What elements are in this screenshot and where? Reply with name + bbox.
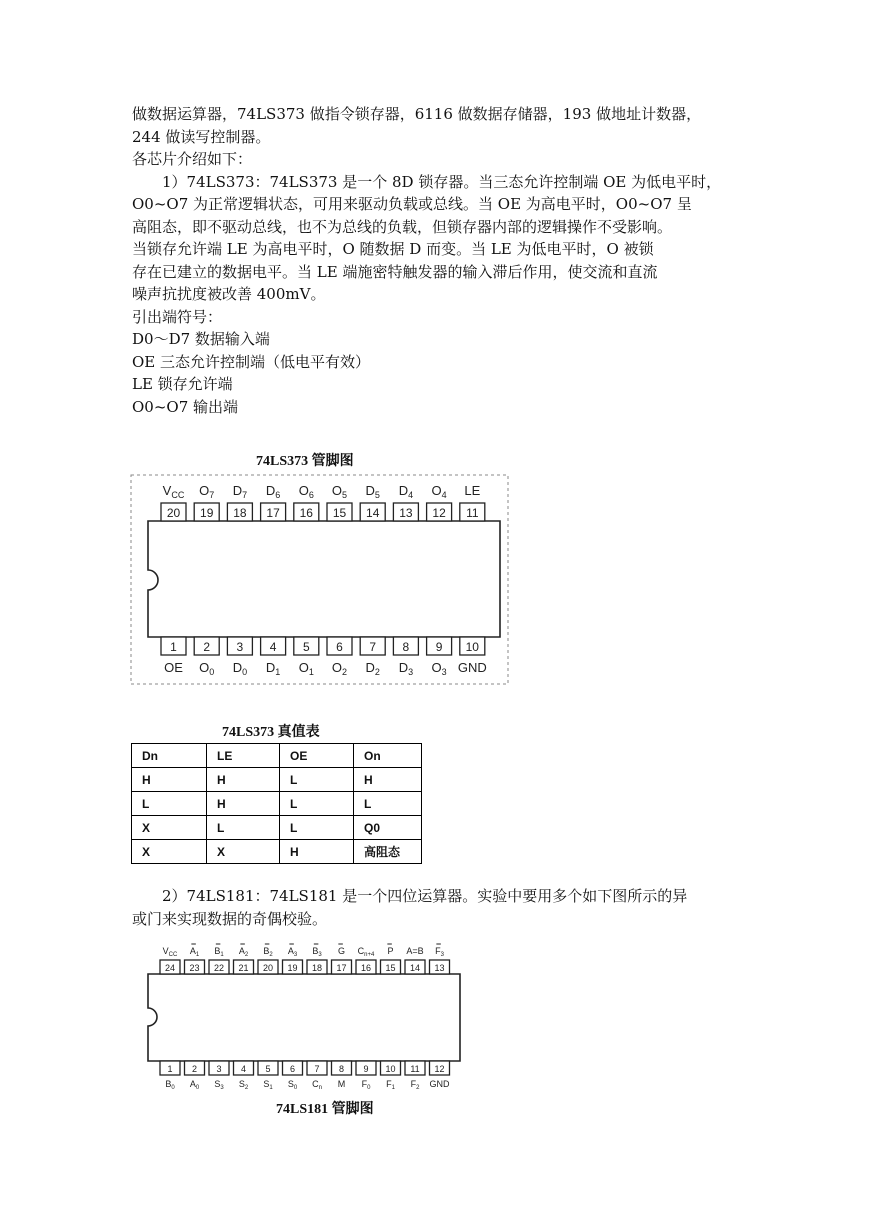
pin-label: LE: [464, 483, 481, 498]
pin-number: 1: [167, 1064, 173, 1074]
pin-number: 7: [314, 1064, 320, 1074]
pin-label: $D_4$: [398, 483, 414, 500]
table-cell: L: [354, 792, 422, 816]
pin-number: 2: [191, 1064, 198, 1074]
pin-label: $O_2$: [331, 660, 348, 677]
text-line: 或门来实现数据的奇偶校验。: [132, 909, 328, 928]
pin-number: 8: [338, 1064, 345, 1074]
pin-label: $B_2$: [263, 946, 273, 958]
pin-label: G: [337, 946, 346, 956]
pin-label: $A_2$: [238, 946, 249, 958]
pin-number: 5: [302, 640, 310, 654]
text-line: O0~O7 为正常逻辑状态，可用来驱动负载或总线。当 OE 为高电平时，O0~O7 呈: [132, 195, 692, 213]
pin-label: $A_0$: [189, 1079, 200, 1090]
pin-number: 18: [233, 506, 247, 520]
text-line: 2）74LS181：74LS181 是一个四位运算器。实验中要用多个如下图所示的异: [162, 887, 688, 905]
pin-number: 20: [262, 963, 274, 973]
pin-number: 22: [213, 963, 225, 973]
pin-number: 11: [410, 1064, 420, 1074]
table-row: [132, 768, 422, 792]
pin-label: $D_3$: [398, 660, 414, 677]
text-line: 做数据运算器，74LS373 做指令锁存器，6116 做数据存储器，193 做地址计数器，: [132, 105, 702, 123]
section2-text: [132, 885, 742, 930]
pin-number: 14: [409, 963, 421, 973]
pin-label: $S_0$: [287, 1079, 298, 1090]
table-cell: Q0: [354, 816, 422, 840]
pin-label: $O_0$: [199, 660, 215, 677]
pin-number: 20: [166, 506, 181, 520]
pin-number: 4: [240, 1064, 247, 1074]
pin-label: $D_7$: [232, 483, 248, 500]
pin-label: GND: [457, 660, 487, 675]
pin-label: $C_n$: [312, 1079, 322, 1090]
table-row: [132, 816, 422, 840]
pin-label: $A_3$: [287, 946, 298, 958]
text-line: 噪声抗扰度被改善 400mV。: [132, 285, 326, 303]
table-cell: L: [280, 816, 354, 840]
pin-number: 16: [360, 963, 372, 973]
pin-label: $S_1$: [263, 1079, 273, 1090]
pin-label: $F_1$: [386, 1079, 395, 1090]
table-cell: H: [207, 768, 280, 792]
text-line: 当锁存允许端 LE 为高电平时，O 随数据 D 而变。当 LE 为低电平时，O 被锁: [132, 240, 654, 258]
pin-number: 19: [200, 506, 214, 520]
text-line: 各芯片介绍如下：: [132, 150, 253, 168]
intro-text: [132, 103, 742, 418]
pin-number: 9: [435, 640, 443, 654]
pin-label: $D_6$: [265, 483, 281, 500]
pin-number: 12: [434, 1064, 445, 1074]
pin-label: $B_3$: [312, 946, 322, 958]
chip181-pinout: [140, 940, 470, 1090]
pin-label: A=B: [406, 946, 424, 956]
pin-label: $O_4$: [431, 483, 447, 500]
pin-label: $D_1$: [265, 660, 281, 677]
pin-label: $O_6$: [298, 483, 314, 500]
table-cell: X: [207, 840, 280, 864]
table-cell: 高阻态: [354, 840, 422, 864]
pin-label: $O_3$: [431, 660, 447, 677]
pin-number: 8: [402, 640, 410, 654]
pin-number: 6: [336, 640, 343, 654]
pin-label: P: [387, 946, 394, 956]
pin-number: 4: [269, 640, 277, 654]
pin-label: $B_1$: [214, 946, 224, 958]
table-cell: L: [132, 792, 207, 816]
pin-number: 21: [238, 963, 249, 973]
pin-label: $D_0$: [232, 660, 248, 677]
pin-number: 18: [311, 963, 323, 973]
pin-label: GND: [429, 1079, 450, 1089]
table-cell: L: [280, 792, 354, 816]
pin-number: 9: [363, 1064, 369, 1074]
pin-number: 13: [399, 506, 413, 520]
pin-label: $O_5$: [331, 483, 348, 500]
pin-number: 1: [170, 640, 177, 654]
pin-number: 12: [432, 506, 446, 520]
pin-number: 13: [434, 963, 445, 973]
pin-label: $A_1$: [189, 946, 200, 958]
pin-label: $S_3$: [214, 1079, 224, 1090]
pin-number: 3: [216, 1064, 222, 1074]
pin-number: 5: [265, 1064, 271, 1074]
pin-label: $F_0$: [361, 1079, 371, 1090]
pin-number: 23: [189, 963, 200, 973]
text-line: 244 做读写控制器。: [132, 127, 271, 146]
pin-label: $F_3$: [435, 946, 444, 958]
text-line: LE 锁存允许端: [132, 375, 233, 393]
pin-number: 7: [369, 640, 377, 654]
table-cell: H: [280, 840, 354, 864]
pin-number: 10: [465, 640, 479, 654]
table-cell: Dn: [132, 744, 207, 768]
table-cell: X: [132, 840, 207, 864]
pin-label: $D_2$: [365, 660, 380, 677]
pin-number: 10: [385, 1064, 396, 1074]
table-row: [132, 792, 422, 816]
pin-label: $S_2$: [238, 1079, 249, 1090]
table-cell: H: [207, 792, 280, 816]
pin-number: 11: [466, 506, 479, 520]
pin-number: 17: [266, 506, 280, 520]
pin-number: 24: [164, 963, 176, 973]
pin-number: 15: [332, 506, 347, 520]
pin-label: $B_0$: [165, 1079, 175, 1090]
pin-number: 14: [366, 506, 380, 520]
text-line: 1）74LS373：74LS373 是一个 8D 锁存器。当三态允许控制端 OE 为低电平时，: [162, 172, 722, 191]
pin-label: $V_{CC}$: [162, 483, 185, 500]
pin-label: $C_{n+4}$: [357, 946, 375, 958]
pin-number: 16: [299, 506, 313, 520]
chip373-body: [148, 521, 500, 637]
text-line: 高阻态，即不驱动总线，也不为总线的负载，但锁存器内部的逻辑操作不受影响。: [132, 217, 673, 236]
table-cell: LE: [207, 744, 280, 768]
pin-label: $D_5$: [365, 483, 380, 500]
pin-label: $O_1$: [298, 660, 314, 677]
pin-number: 15: [385, 963, 396, 973]
chip181-body: [148, 974, 460, 1061]
chip181-caption: 74LS181 管脚图: [276, 1102, 374, 1117]
table-cell: OE: [280, 744, 354, 768]
table-cell: L: [207, 816, 280, 840]
pin-label: $V_{CC}$: [162, 946, 178, 958]
text-line: OE 三态允许控制端（低电平有效）: [132, 352, 371, 371]
table-cell: H: [354, 768, 422, 792]
text-line: 存在已建立的数据电平。当 LE 端施密特触发器的输入滞后作用，使交流和直流: [132, 262, 658, 281]
pin-label: M: [337, 1079, 346, 1089]
chip373-pinout: [130, 474, 510, 686]
table-cell: X: [132, 816, 207, 840]
pin-number: 19: [287, 963, 298, 973]
table-cell: H: [132, 768, 207, 792]
pin-label: OE: [164, 660, 183, 675]
text-line: O0~O7 输出端: [132, 397, 239, 416]
pin-label: $F_2$: [410, 1079, 420, 1090]
text-line: D0～D7 数据输入端: [132, 330, 270, 348]
table-row: [132, 744, 422, 768]
pin-number: 3: [236, 640, 244, 654]
chip373-caption: 74LS373 管脚图: [256, 454, 354, 469]
pin-number: 17: [336, 963, 347, 973]
truth-table-caption: 74LS373 真值表: [222, 725, 320, 740]
pin-label: $O_7$: [199, 483, 215, 500]
text-line: 引出端符号：: [132, 307, 223, 326]
table-cell: L: [280, 768, 354, 792]
table-row: [132, 840, 422, 864]
truth-table: [131, 743, 422, 864]
pin-number: 6: [289, 1064, 296, 1074]
pin-number: 2: [203, 640, 211, 654]
table-cell: On: [354, 744, 422, 768]
